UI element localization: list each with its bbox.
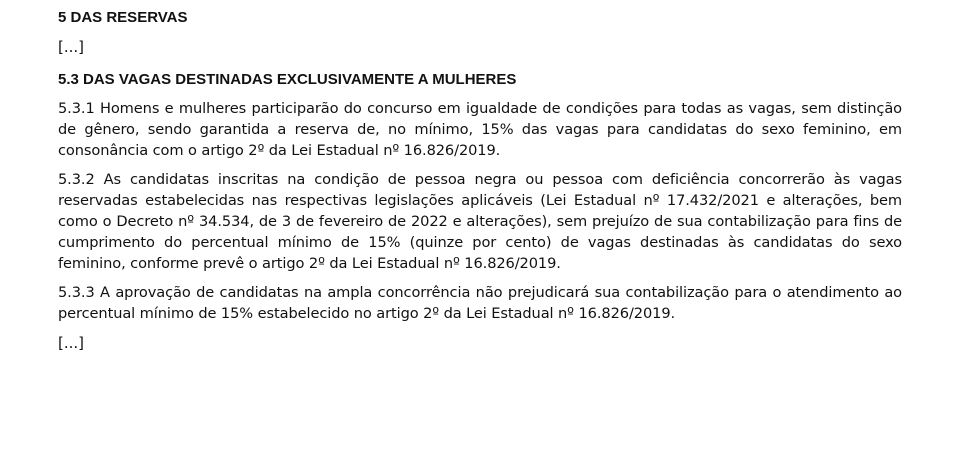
- paragraph-5-3-2: 5.3.2 As candidatas inscritas na condição de pessoa negra ou pessoa com deficiência concorrerão às vagas reservadas estabelecidas nas respectivas legislações aplicáveis (Lei Estadual nº 17.432/2021 e alterações, bem como o Decreto nº 34.534, de 3 de fevereiro de 2022 e alterações), sem prejuízo de sua contabilização para fins de cumprimento do percentual mínimo de 15% (quinze por cento) de vagas destinadas às candidatas do sexo feminino, conforme prevê o artigo 2º da Lei Estadual nº 16.826/2019.: [58, 171, 902, 272]
- omission-marker-top: [...]: [58, 38, 85, 56]
- paragraph-5-3-1: 5.3.1 Homens e mulheres participarão do concurso em igualdade de condições para todas as vagas, sem distinção de gênero, sendo garantida a reserva de, no mínimo, 15% das vagas para candidatas do sexo feminino, em consonância com o artigo 2º da Lei Estadual nº 16.826/2019.: [58, 100, 902, 159]
- omission-marker-bottom: [...]: [58, 334, 85, 352]
- subsection-heading: 5.3 DAS VAGAS DESTINADAS EXCLUSIVAMENTE A MULHERES: [58, 71, 517, 88]
- section-heading: 5 DAS RESERVAS: [58, 9, 188, 26]
- paragraph-5-3-3: 5.3.3 A aprovação de candidatas na ampla concorrência não prejudicará sua contabilização para o atendimento ao percentual mínimo de 15% estabelecido no artigo 2º da Lei Estadual nº 16.826/2019.: [58, 284, 902, 322]
